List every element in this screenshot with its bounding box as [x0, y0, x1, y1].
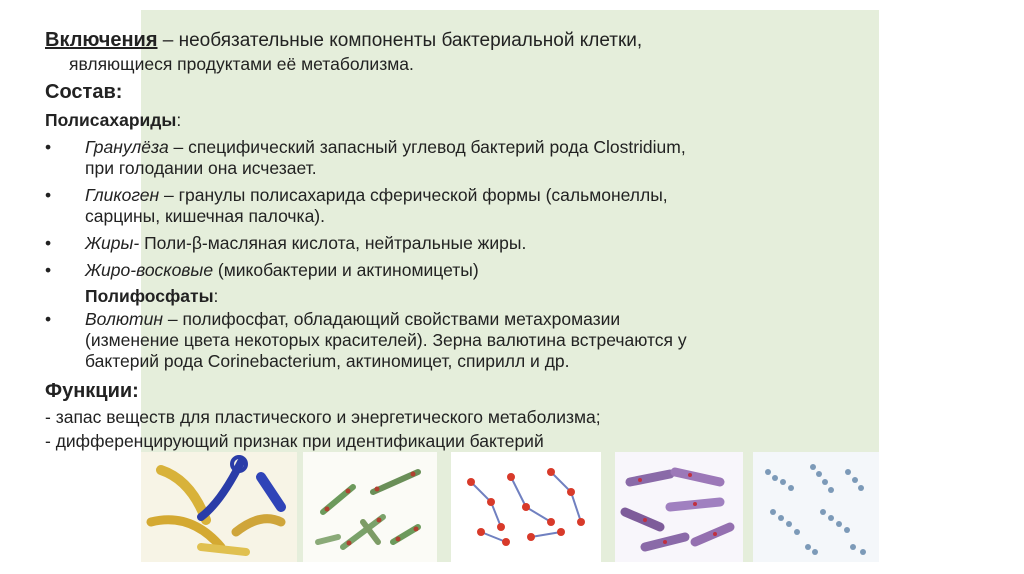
volutin-term: Волютин: [85, 309, 163, 329]
purple-rods-micrograph: [615, 452, 743, 562]
bullet-icon: •: [45, 233, 52, 253]
green-dotted-rods-micrograph: [303, 452, 437, 562]
item-term: Жиры-: [85, 233, 140, 253]
volutin-text-2: (изменение цвета некоторых красителей). Зерна валютина встречаются у: [85, 330, 687, 350]
item-text-2: сарцины, кишечная палочка).: [85, 206, 326, 226]
item-text-2: при голодании она исчезает.: [85, 158, 317, 178]
list-item: [45, 260, 735, 281]
item-text: Поли-β-масляная кислота, нейтральные жиры.: [139, 233, 527, 253]
bullet-icon: •: [45, 309, 52, 329]
title-line-2: являющиеся продуктами её метаболизма.: [69, 54, 414, 74]
function-item: - дифференцирующий признак при идентификации бактерий: [45, 431, 544, 451]
bullet-icon: •: [45, 260, 52, 280]
bullet-icon: •: [45, 137, 52, 157]
title-line: [45, 28, 735, 53]
list-item: [45, 137, 735, 179]
micrograph-strip: [141, 452, 879, 562]
composition-heading: Состав:: [45, 81, 123, 103]
function-item: - запас веществ для пластического и энергетического метаболизма;: [45, 407, 601, 427]
title-definition: – необязательные компоненты бактериальной клетки,: [157, 30, 643, 51]
polysaccharides-text: Полисахариды: [45, 110, 177, 130]
red-chain-cocci-micrograph: [451, 452, 601, 562]
polyphosphates-label: [45, 285, 735, 307]
list-item-volutin: [45, 309, 735, 372]
bullet-icon: •: [45, 185, 52, 205]
item-text: (микобактерии и актиномицеты): [213, 260, 479, 280]
volutin-text: – полифосфат, обладающий свойствами метахромазии: [163, 309, 621, 329]
title-term: Включения: [45, 29, 158, 51]
list-item: [45, 185, 735, 227]
item-term: Жиро-восковые: [85, 260, 214, 280]
colon: :: [176, 110, 182, 130]
slide-content: [45, 28, 735, 452]
item-text: – специфический запасный углевод бактерий рода Clostridium,: [168, 137, 686, 157]
item-term: Гранулёза: [85, 137, 169, 157]
colon: :: [213, 286, 219, 306]
polysaccharides-label: [45, 109, 735, 131]
list-item: [45, 233, 735, 254]
volutin-text-3: бактерий рода Corinebacterium, актиномицет, спирилл и др.: [85, 351, 570, 371]
functions-heading: Функции:: [45, 380, 139, 402]
yellow-blue-rods-micrograph: [141, 452, 297, 562]
blue-dotted-chains-micrograph: [753, 452, 879, 562]
polyphosphates-text: Полифосфаты: [85, 286, 214, 306]
item-text: – гранулы полисахарида сферической формы (сальмонеллы,: [159, 185, 668, 205]
item-term: Гликоген: [85, 185, 160, 205]
